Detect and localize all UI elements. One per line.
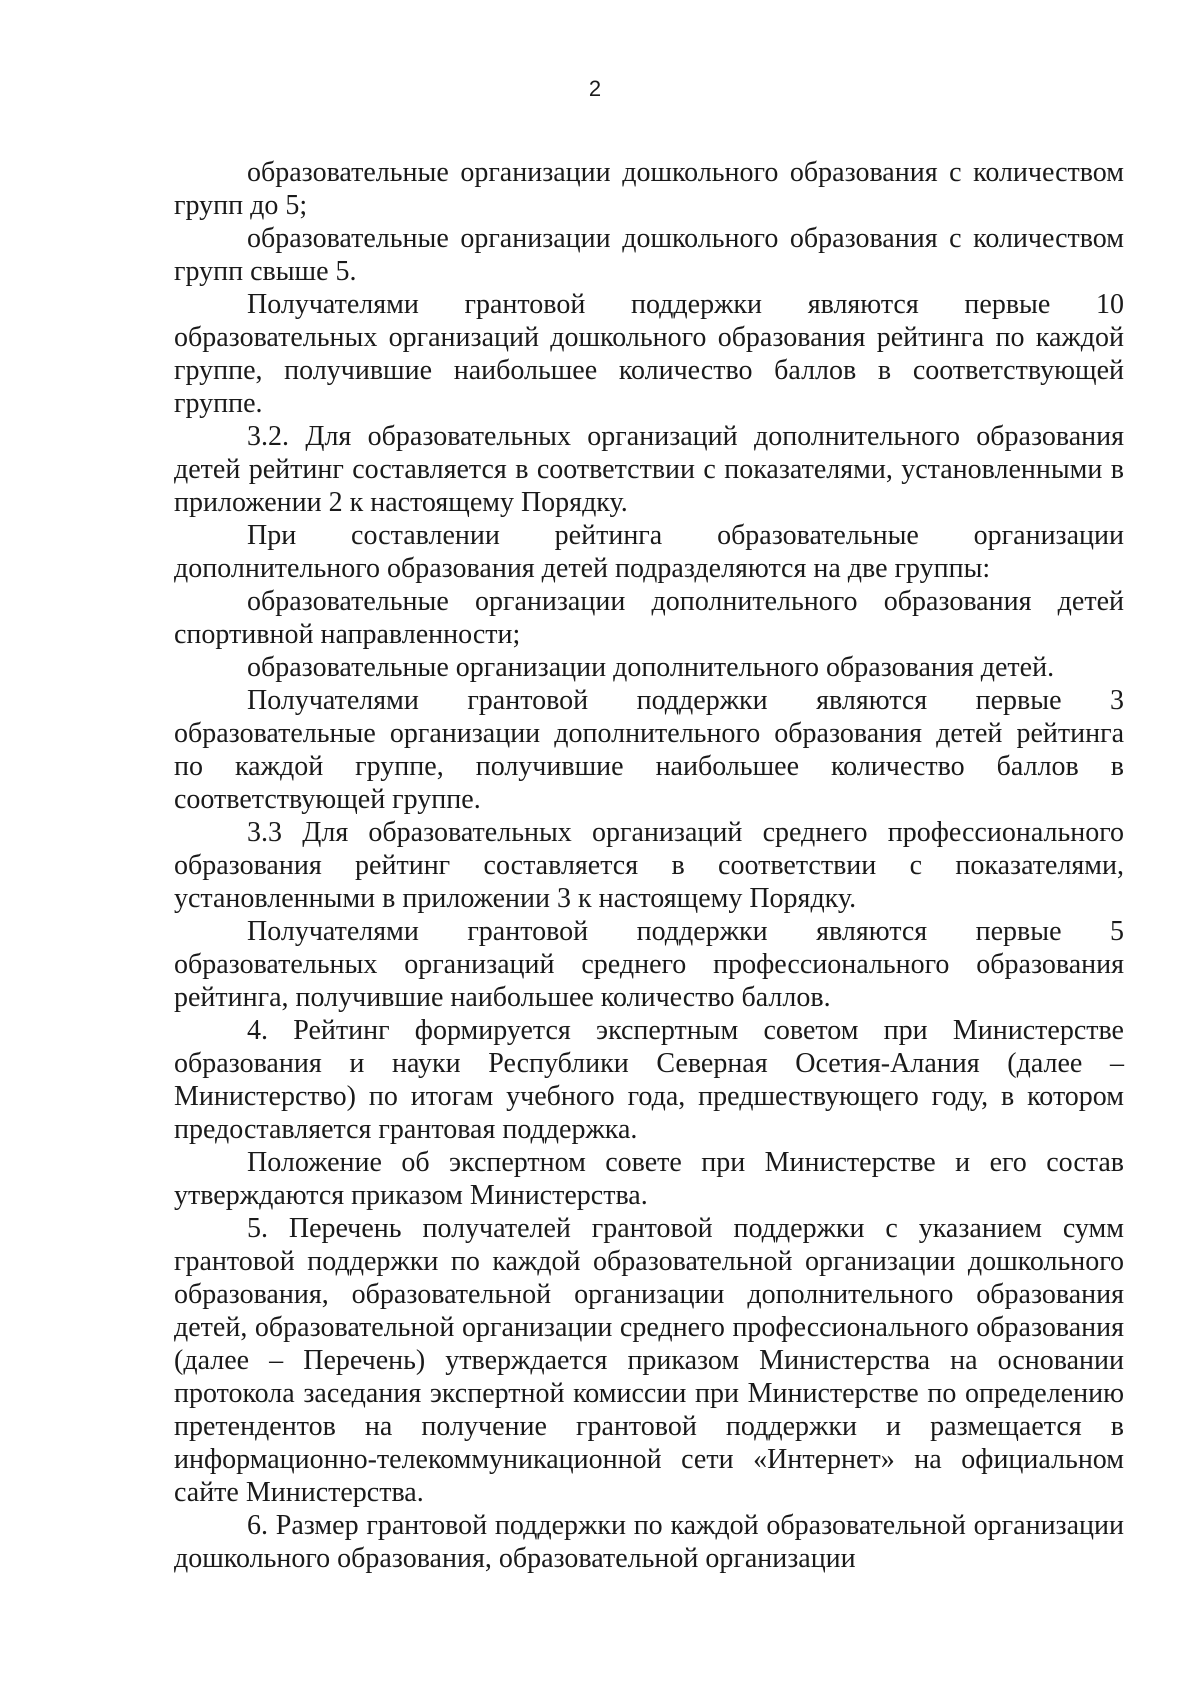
paragraph: 5. Перечень получателей грантовой поддержки с указанием сумм грантовой поддержки по каждой образовательной организации дошкольного образования, образовательной организации дополнительного образования детей, образовательной организации среднего профессионального образования (далее – Перечень) утверждается приказом Министерства на основании протокола заседания экспертной комиссии при Министерстве по определению претендентов на получение грантовой поддержки и размещается в информационно-телекоммуникационной сети «Интернет» на официальном сайте Министерства. xyxy=(174,1213,1124,1508)
paragraph: Получателями грантовой поддержки являются первые 5 образовательных организаций среднего профессионального образования рейтинга, получившие наибольшее количество баллов. xyxy=(174,916,1124,1013)
paragraph: образовательные организации дошкольного образования с количеством групп свыше 5. xyxy=(174,223,1124,287)
paragraph: При составлении рейтинга образовательные организации дополнительного образования детей подразделяются на две группы: xyxy=(174,520,1124,584)
paragraph: 3.3 Для образовательных организаций среднего профессионального образования рейтинг составляется в соответствии с показателями, установленными в приложении 3 к настоящему Порядку. xyxy=(174,817,1124,914)
paragraph: Получателями грантовой поддержки являются первые 10 образовательных организаций дошкольного образования рейтинга по каждой группе, получившие наибольшее количество баллов в соответствующей группе. xyxy=(174,289,1124,419)
paragraph: 3.2. Для образовательных организаций дополнительного образования детей рейтинг составляется в соответствии с показателями, установленными в приложении 2 к настоящему Порядку. xyxy=(174,421,1124,518)
paragraph: образовательные организации дополнительного образования детей. xyxy=(247,652,1055,683)
document-body xyxy=(174,156,1124,1575)
paragraph: образовательные организации дошкольного образования с количеством групп до 5; xyxy=(174,157,1124,221)
page-number: 2 xyxy=(588,76,602,101)
paragraph: образовательные организации дополнительного образования детей спортивной направленности; xyxy=(174,586,1124,650)
paragraph: Получателями грантовой поддержки являются первые 3 образовательные организации дополнительного образования детей рейтинга по каждой группе, получившие наибольшее количество баллов в соответствующей группе. xyxy=(174,685,1124,815)
paragraph: Положение об экспертном совете при Министерстве и его состав утверждаются приказом Министерства. xyxy=(174,1147,1124,1211)
paragraph: 6. Размер грантовой поддержки по каждой образовательной организации дошкольного образования, образовательной организации xyxy=(174,1510,1124,1574)
paragraph: 4. Рейтинг формируется экспертным советом при Министерстве образования и науки Республики Северная Осетия-Алания (далее – Министерство) по итогам учебного года, предшествующего году, в котором предоставляется грантовая поддержка. xyxy=(174,1015,1124,1145)
